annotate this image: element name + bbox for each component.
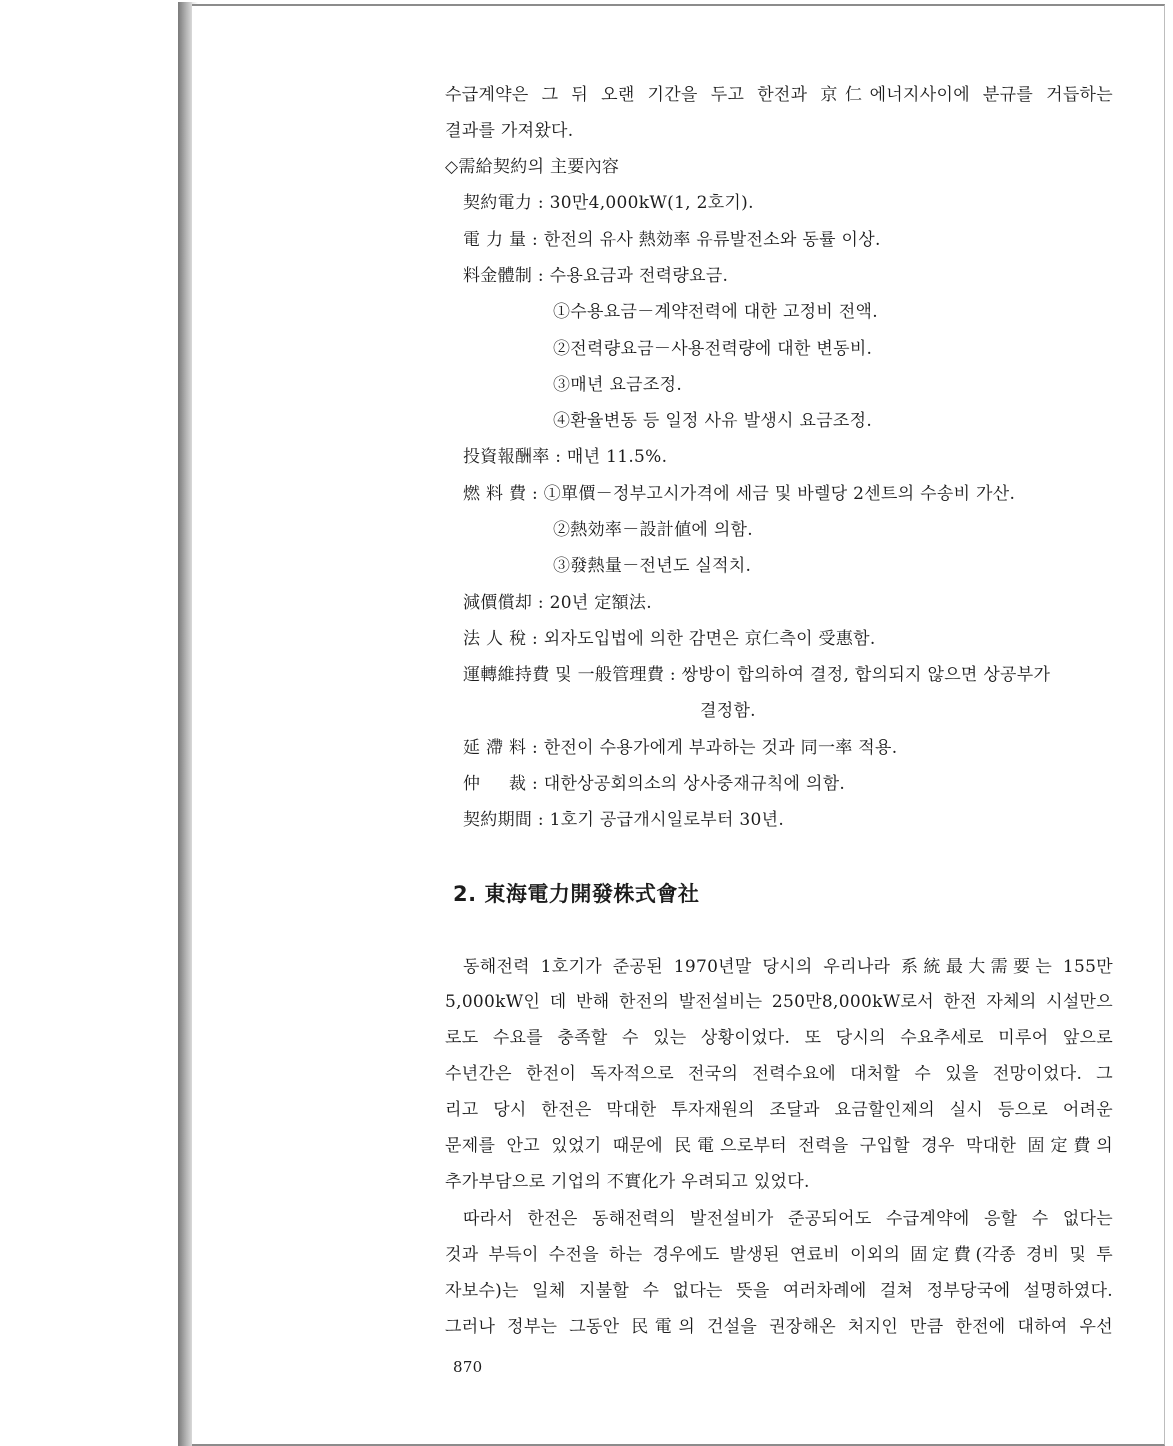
paragraph2-line: 자보수)는 일체 지불할 수 없다는 뜻을 여러차례에 걸쳐 정부당국에 설명하였다. [445,1281,1113,1301]
contract-period: 契約期間 : 1호기 공급개시일로부터 30년. [463,810,785,830]
paragraph1-line: 5,000kW인 데 반해 한전의 발전설비는 250만8,000kW로서 한전 자체의 시설만으 [445,992,1113,1012]
rate-item: ①수용요금－계약전력에 대한 고정비 전액. [553,302,878,322]
contract-roi: 投資報酬率 : 매년 11.5%. [463,447,668,467]
contract-rate: 料金體制 : 수용요금과 전력량요금. [463,266,729,286]
paragraph1-line: 동해전력 1호기가 준공된 1970년말 당시의 우리나라 系統最大需要는 155만 [463,957,1113,977]
rate-item: ④환율변동 등 일정 사유 발생시 요금조정. [553,411,873,431]
contract-depreciation: 減價償却 : 20년 定額法. [463,593,652,613]
paragraph1-line: 문제를 안고 있었기 때문에 民電으로부터 전력을 구입할 경우 막대한 固定費의 [445,1136,1113,1156]
contract-corp-tax: 法 人 稅 : 외자도입법에 의한 감면은 京仁측이 受惠함. [463,629,876,649]
paragraph2-line: 따라서 한전은 동해전력의 발전설비가 준공되어도 수급계약에 응할 수 없다는 [463,1209,1113,1229]
contract-title: ◇需給契約의 主要內容 [445,157,620,177]
paragraph1-line: 추가부담으로 기업의 不實化가 우려되고 있었다. [445,1172,810,1192]
fuel-item: ③發熱量－전년도 실적치. [553,556,752,576]
paragraph2-line: 것과 부득이 수전을 하는 경우에도 발생된 연료비 이외의 固定費(각종 경비 및 투 [445,1245,1113,1265]
intro-line-1: 수급계약은 그 뒤 오랜 기간을 두고 한전과 京仁에너지사이에 분규를 거듭하는 [445,85,1113,105]
contract-arbitration: 仲 裁 : 대한상공회의소의 상사중재규칙에 의함. [463,774,846,794]
page-number: 870 [453,1358,483,1376]
contract-energy: 電 力 量 : 한전의 유사 熱効率 유류발전소와 동률 이상. [463,230,881,250]
page-binding-edge [178,2,192,1446]
intro-line-2: 결과를 가져왔다. [445,121,574,141]
fuel-item: ②熱効率－設計値에 의함. [553,520,753,540]
paragraph1-line: 로도 수요를 충족할 수 있는 상황이었다. 또 당시의 수요추세로 미루어 앞으로 [445,1028,1113,1048]
section-heading: 2. 東海電力開發株式會社 [453,882,700,906]
contract-operation: 運轉維持費 및 一般管理費 : 쌍방이 합의하여 결정, 합의되지 않으면 상공부가 [463,665,1051,685]
paragraph1-line: 수년간은 한전이 독자적으로 전국의 전력수요에 대처할 수 있을 전망이었다. 그 [445,1064,1113,1084]
rate-item: ③매년 요금조정. [553,375,683,395]
contract-fuel: 燃 料 費 : ①單價－정부고시가격에 세금 및 바렐당 2센트의 수송비 가산. [463,484,1016,504]
paragraph2-line: 그러나 정부는 그동안 民電의 건설을 권장해온 처지인 만큼 한전에 대하여 우선 [445,1317,1113,1337]
contract-operation-cont: 결정함. [700,701,756,721]
rate-item: ②전력량요금－사용전력량에 대한 변동비. [553,339,873,359]
paragraph1-line: 리고 당시 한전은 막대한 투자재원의 조달과 요금할인제의 실시 등으로 어려운 [445,1100,1113,1120]
contract-capacity: 契約電力 : 30만4,000kW(1, 2호기). [463,193,754,213]
contract-late-fee: 延 滯 料 : 한전이 수용가에게 부과하는 것과 同一率 적용. [463,738,898,758]
